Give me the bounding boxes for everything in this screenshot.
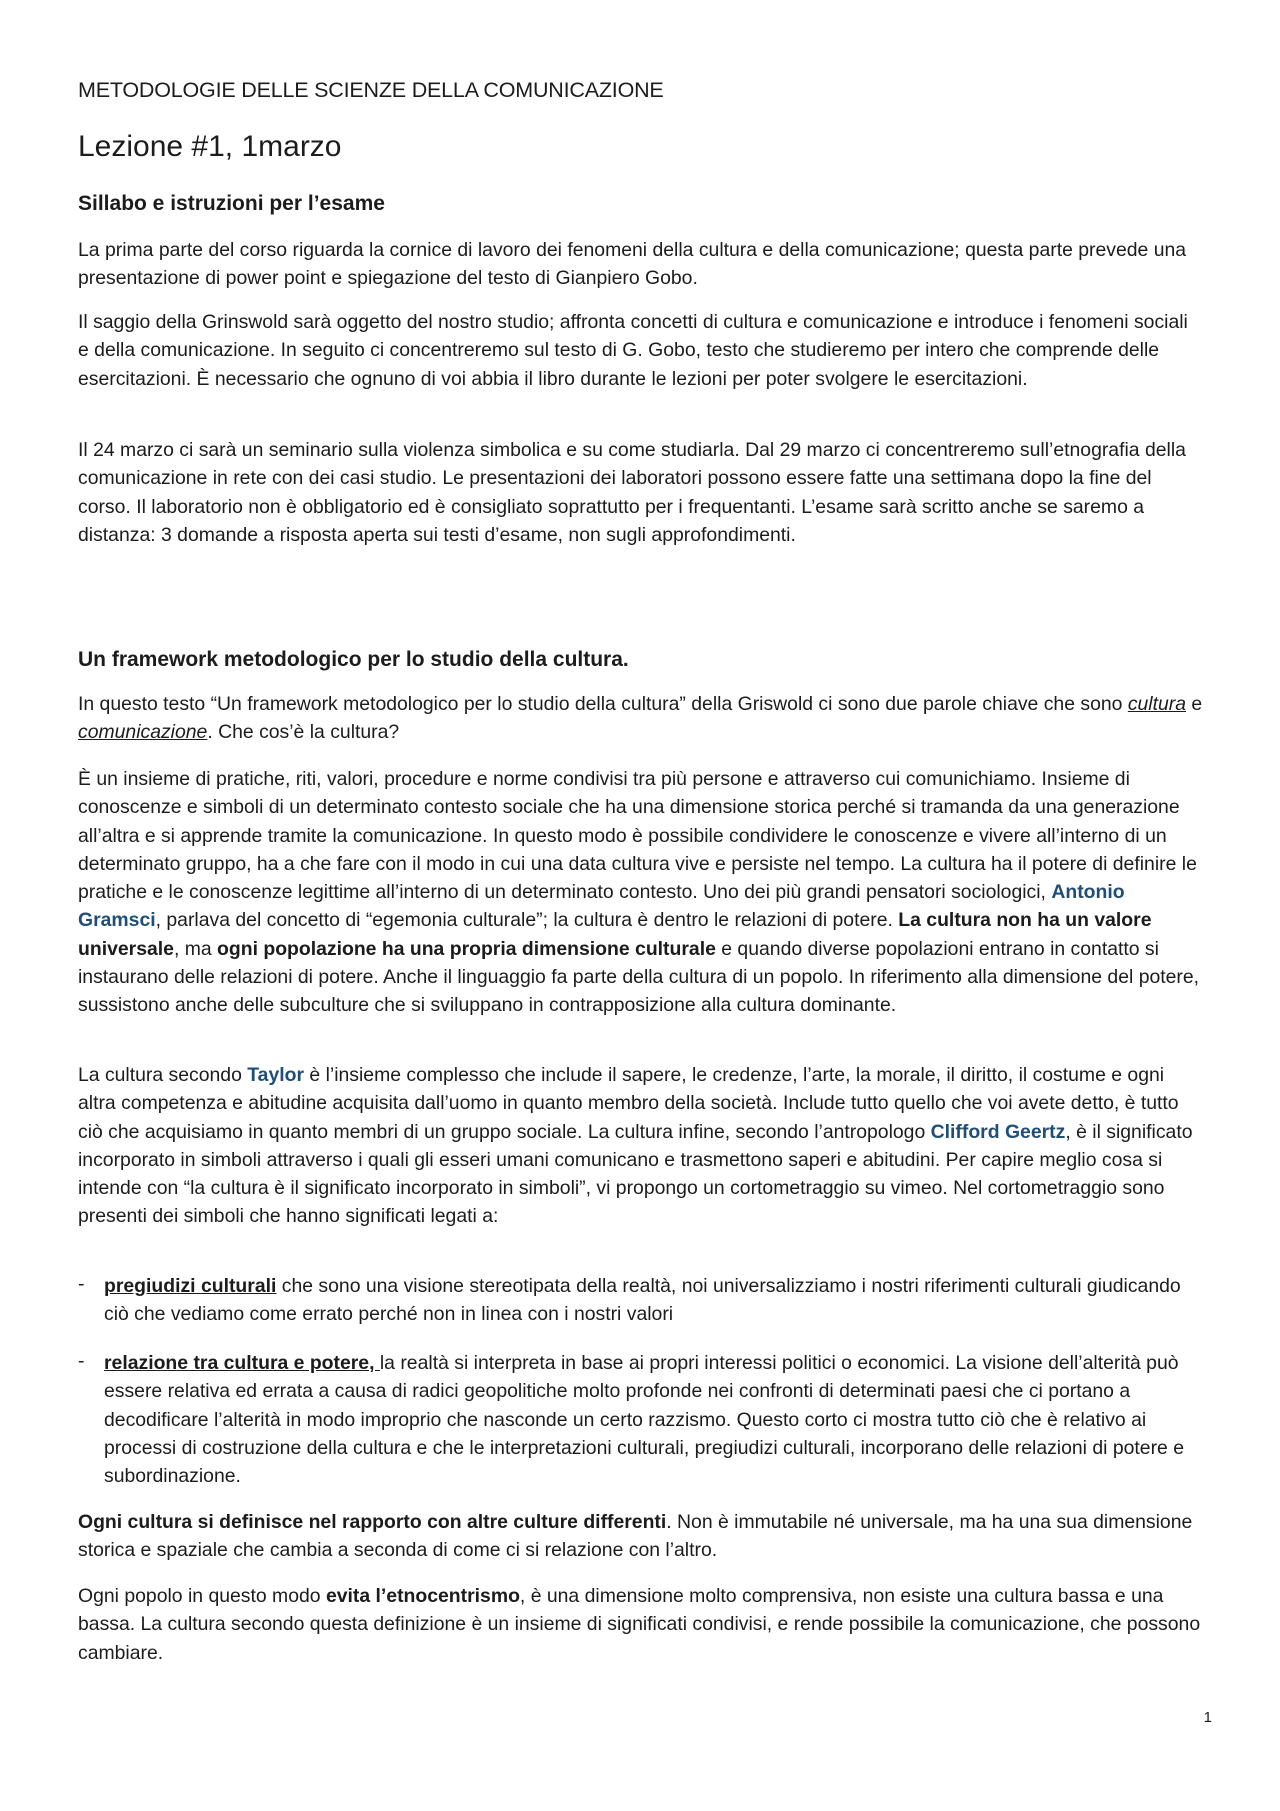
paragraph-text: Il 24 marzo ci sarà un seminario sulla violenza simbolica e su come studiarla. Dal 29 marzo ci concentreremo sull’etnografia della comunicazione in rete con dei casi studio. Le presentazioni dei laboratori possono essere fatte una settimana dopo la fine del corso. Il laboratorio non è obbligatorio ed è consigliato soprattutto per i frequentanti. L’esame sarà scritto anche se saremo a distanza: 3 domande a risposta aperta sui testi d’esame, non sugli approfondimenti. bbox=[78, 439, 1186, 546]
section-heading-sillabo: Sillabo e istruzioni per l’esame bbox=[78, 192, 385, 215]
paragraph-text: È un insieme di pratiche, riti, valori, procedure e norme condivisi tra più persone e attraverso cui comunichiamo. Insieme di conoscenze e simboli di un determinato contesto sociale che ha una dimensione storica perché si tramanda da una generazione all’altra e si apprende tramite la comunicazione. In questo modo è possibile condividere le conoscenze e vivere all’interno di un determinato gruppo, ha a che fare con il modo in cui una data cultura vive e persiste nel tempo. La cultura ha il potere di definire le pratiche e le conoscenze legittime all’interno di un determinato contesto. Uno dei più grandi pensatori sociologici, bbox=[78, 768, 1197, 904]
dash-bullet: - bbox=[78, 1350, 85, 1372]
bold-text: evita l’etnocentrismo bbox=[325, 1585, 520, 1607]
bold-text: La cultura non ha un valore universale bbox=[78, 909, 1152, 960]
dash-list bbox=[78, 1349, 1203, 1490]
paragraph-text: , parlava del concetto di “egemonia culturale”; la cultura è dentro le relazioni di potere. bbox=[155, 909, 899, 932]
link-clifford-geertz[interactable]: Clifford Geertz bbox=[930, 1120, 1066, 1143]
paragraph bbox=[78, 1508, 1203, 1565]
paragraph-text: La prima parte del corso riguarda la cornice di lavoro dei fenomeni della cultura e della comunicazione; questa parte prevede una presentazione di power point e spiegazione del testo di Gianpiero Gobo. bbox=[78, 239, 1187, 290]
paragraph-text: . Che cos’è la cultura? bbox=[207, 721, 400, 744]
section-heading-framework: Un framework metodologico per lo studio della cultura. bbox=[78, 648, 629, 671]
keyword-comunicazione: comunicazione bbox=[78, 721, 208, 744]
paragraph-text: In questo testo “Un framework metodologico per lo studio della cultura” della Griswold ci sono due parole chiave che sono bbox=[78, 693, 1128, 715]
paragraph-text: , è il significato incorporato in simboli attraverso i quali gli esseri umani comunicano e trasmettono saperi e abitudini. Per capire meglio cosa si intende con “la cultura è il significato incorporato in simboli”, vi propongo un cortometraggio su vimeo. Nel cortometraggio sono presenti dei simboli che hanno significati legati a: bbox=[78, 1120, 1193, 1228]
paragraph bbox=[78, 1582, 1203, 1667]
paragraph-text: La cultura secondo bbox=[78, 1064, 248, 1086]
paragraph-text: , è una dimensione molto comprensiva, non esiste una cultura bassa e una bassa. La cultura secondo questa definizione è un insieme di significati condivisi, e rende possibile la comunicazione, che possono cambiare. bbox=[78, 1585, 1201, 1664]
paragraph bbox=[78, 690, 1203, 747]
paragraph-text: è l’insieme complesso che include il sapere, le credenze, l’arte, la morale, il diritto, il costume e ogni altra competenza e abitudine acquisita dall’uomo in quanto membro della società. Include tutto quello che voi avete detto, è tutto ciò che acquisiamo in quanto membri di un gruppo sociale. La cultura infine, secondo l’antropologo bbox=[78, 1064, 1179, 1143]
link-antonio-gramsci[interactable]: Antonio Gramsci bbox=[78, 881, 1125, 932]
paragraph bbox=[78, 765, 1203, 1020]
list-item-term: pregiudizi culturali bbox=[104, 1275, 277, 1297]
paragraph bbox=[78, 236, 1203, 293]
paragraph-text: Il saggio della Grinswold sarà oggetto del nostro studio; affronta concetti di cultura e comunicazione e introduce i fenomeni sociali e della comunicazione. In seguito ci concentreremo sul testo di G. Gobo, testo che studieremo per intero che comprende delle esercitazioni. È necessario che ognuno di voi abbia il libro durante le lezioni per poter svolgere le esercitazioni. bbox=[78, 311, 1188, 390]
bold-text: ogni popolazione ha una propria dimensione culturale bbox=[217, 937, 716, 960]
page-number: 1 bbox=[1203, 1709, 1212, 1726]
keyword-cultura: cultura bbox=[1127, 693, 1187, 715]
paragraph bbox=[78, 1061, 1203, 1231]
paragraph-text: e bbox=[1186, 693, 1203, 715]
paragraph-text: , ma bbox=[173, 937, 218, 960]
course-title: METODOLOGIE DELLE SCIENZE DELLA COMUNICAZIONE bbox=[78, 78, 664, 102]
list-item-text: che sono una visione stereotipata della realtà, noi universalizziamo i nostri riferimenti culturali giudicando ciò che vediamo come errato perché non in linea con i nostri valori bbox=[104, 1275, 1181, 1326]
list-item bbox=[78, 1272, 1203, 1329]
paragraph bbox=[78, 308, 1203, 393]
lesson-title: Lezione #1, 1marzo bbox=[78, 130, 342, 163]
dash-list bbox=[78, 1272, 1203, 1329]
link-taylor[interactable]: Taylor bbox=[247, 1064, 305, 1086]
paragraph bbox=[78, 436, 1203, 549]
paragraph-text: . Non è immutabile né universale, ma ha una sua dimensione storica e spaziale che cambia a seconda di come ci si relazione con l’altro. bbox=[78, 1511, 1193, 1562]
paragraph-text: Ogni popolo in questo modo bbox=[78, 1585, 326, 1607]
paragraph-text: e quando diverse popolazioni entrano in contatto si instaurano delle relazioni di potere. Anche il linguaggio fa parte della cultura di un popolo. In riferimento alla dimensione del potere, sussistono anche delle subculture che si sviluppano in contrapposizione alla cultura dominante. bbox=[78, 937, 1200, 1017]
list-item-term: relazione tra cultura e potere, bbox=[104, 1352, 380, 1374]
list-item-text: la realtà si interpreta in base ai propri interessi politici o economici. La visione dell’alterità può essere relativa ed errata a causa di radici geopolitiche molto profonde nei confronti di determinati paesi che ci portano a decodificare l’alterità in modo improprio che nasconde un certo razzismo. Questo corto ci mostra tutto ciò che è relativo ai processi di costruzione della cultura e che le interpretazioni culturali, pregiudizi culturali, incorporano delle relazioni di potere e subordinazione. bbox=[104, 1352, 1184, 1488]
dash-bullet: - bbox=[78, 1273, 85, 1295]
bold-text: Ogni cultura si definisce nel rapporto con altre culture differenti bbox=[78, 1511, 667, 1533]
list-item bbox=[78, 1349, 1203, 1490]
